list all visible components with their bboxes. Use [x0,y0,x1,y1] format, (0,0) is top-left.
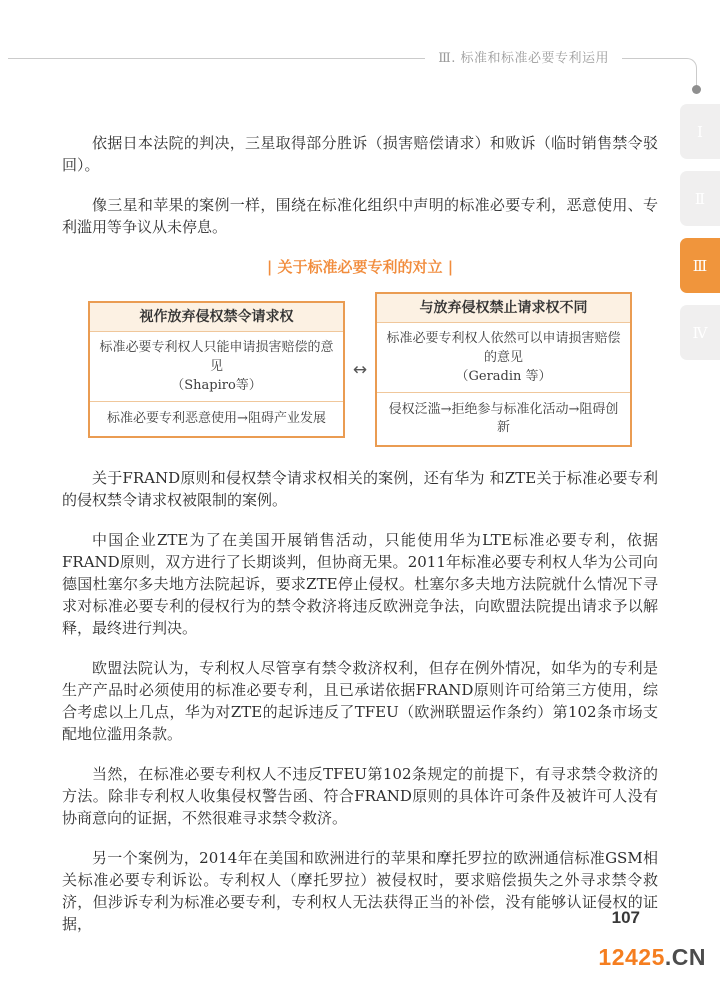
paragraph-japan-ruling: 依据日本法院的判决，三星取得部分胜诉（损害赔偿请求）和败诉（临时销售禁令驳回）。 [62,134,658,174]
paragraph-tfeu-conditions: 当然，在标准必要专利权人不违反TFEU第102条规定的前提下，有寻求禁令救济的方法。除非专利权人收集侵权警告函、符合FRAND原则的具体许可条件及被许可人没有协商意向的证据，不然很难寻求禁令救济。 [62,765,658,827]
tab-chapter-2[interactable]: Ⅱ [680,171,720,226]
header-connector-line [622,58,697,90]
left-box-row1 [90,332,343,402]
chapter-tab-bar [680,104,720,360]
right-box-row1-line1: 标准必要专利权人依然可以申请损害赔偿的意见 [386,331,621,365]
document-body [62,132,658,953]
comparison-figure [88,292,658,447]
logo-domain: .CN [664,944,706,970]
paragraph-eu-court: 欧盟法院认为，专利权人尽管享有禁令救济权利，但存在例外情况，如华为的专利是生产产品时必须使用的标准必要专利，且已承诺依据FRAND原则许可给第三方使用，综合考虑以上几点，华为对ZTE的起诉违反了TFEU（欧洲联盟运作条约）第102条市场支配地位滥用条款。 [62,659,658,743]
paragraph-frand-cases: 关于FRAND原则和侵权禁令请求权相关的案例，还有华为 和ZTE关于标准必要专利的侵权禁令请求权被限制的案例。 [62,469,658,509]
left-box-row2: 标准必要专利恶意使用→阻碍产业发展 [107,411,326,426]
paragraph-apple-motorola: 另一个案例为，2014年在美国和欧洲进行的苹果和摩托罗拉的欧洲通信标准GSM相关标准必要专利诉讼。专利权人（摩托罗拉）被侵权时，要求赔偿损失之外寻求禁令救济，但涉诉专利为标准必要专利，专利权人无法获得正当的补偿，没有能够认证侵权的证据， [62,849,658,933]
right-box-row2: 侵权泛滥→拒绝参与标准化活动→阻碍创新 [388,402,619,435]
paragraph-zte-huawei: 中国企业ZTE为了在美国开展销售活动，只能使用华为LTE标准必要专利，依据FRAND原则，双方进行了长期谈判，但协商无果。2011年标准必要专利权人华为公司向德国杜塞尔多夫地方法院起诉，要求ZTE停止侵权。杜塞尔多夫地方法院就什么情况下寻求对标准必要专利的侵权行为的禁令救济将违反欧洲竞争法，向欧盟法院提出请求予以解释，最终进行判决。 [62,531,658,637]
header-rule-line [8,58,425,59]
site-logo [598,944,706,971]
paragraph-samsung-apple: 像三星和苹果的案例一样，围绕在标准化组织中声明的标准必要专利，恶意使用、专利滥用等争议从未停息。 [62,196,658,236]
tab-chapter-3-active[interactable]: Ⅲ [680,238,720,293]
left-box-header: 视作放弃侵权禁令请求权 [90,303,343,332]
right-box-row1 [377,323,630,393]
left-box-row1-line2: （Shapiro等） [171,378,262,393]
tab-chapter-4[interactable]: Ⅳ [680,305,720,360]
page-header [8,51,697,93]
left-comparison-box [88,301,345,438]
chapter-heading: Ⅲ. 标准和标准必要专利运用 [438,51,609,66]
right-box-row1-line2: （Geradin 等） [455,369,552,384]
figure-title: | 关于标准必要专利的对立 | [266,258,454,276]
left-box-row1-line1: 标准必要专利权人只能申请损害赔偿的意见 [99,340,334,374]
logo-number: 12425 [598,944,665,970]
right-box-header: 与放弃侵权禁止请求权不同 [377,294,630,323]
tab-chapter-1[interactable]: Ⅰ [680,104,720,159]
right-comparison-box [375,292,632,447]
page-number: 107 [611,908,640,927]
double-arrow-icon: ↔ [352,359,368,380]
